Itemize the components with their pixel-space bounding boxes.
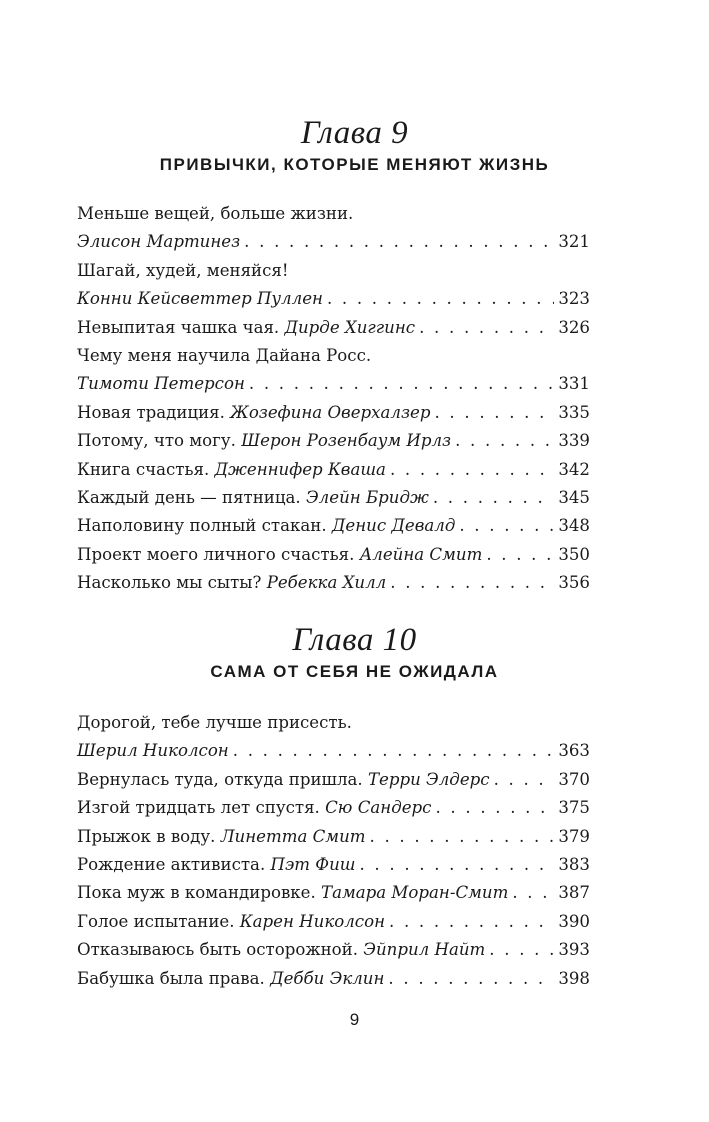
toc-entry-text (77, 427, 451, 455)
toc-entry-text (77, 541, 482, 569)
story-title: Пока муж в командировке. (77, 883, 316, 903)
story-title: Новая традиция. (77, 402, 225, 422)
dot-leader (388, 965, 554, 993)
dot-leader (390, 569, 554, 597)
toc-entry (77, 228, 590, 256)
story-author: Алейна Смит (359, 544, 483, 564)
dot-leader (370, 823, 555, 851)
story-author: Линетта Смит (220, 826, 366, 846)
story-author: Тамара Моран-Смит (321, 883, 509, 903)
story-author: Пэт Фиш (270, 854, 356, 874)
toc-entry (77, 908, 590, 936)
dot-leader (327, 285, 554, 313)
toc-entry-text (77, 569, 386, 597)
toc-entry (77, 257, 590, 285)
story-title: Бабушка была права. (77, 968, 265, 988)
chapter-9-toc (77, 200, 590, 597)
toc-entry (77, 879, 590, 907)
story-title: Вернулась туда, откуда пришла. (77, 769, 363, 789)
page-ref: 387 (558, 883, 590, 903)
toc-entry (77, 399, 590, 427)
chapter-label: Глава 10 (292, 622, 417, 658)
dot-leader (486, 541, 554, 569)
story-author: Элейн Бридж (305, 487, 429, 507)
dot-leader (489, 936, 554, 964)
story-author: Конни Кейсветтер Пуллен (77, 289, 323, 309)
toc-entry-text (77, 285, 323, 313)
dot-leader (434, 399, 554, 427)
story-author: Карен Николсон (239, 911, 386, 931)
page-ref: 339 (558, 431, 590, 451)
story-author: Эйприл Найт (363, 940, 486, 960)
chapter-title: САМА ОТ СЕБЯ НЕ ОЖИДАЛА (210, 662, 499, 681)
toc-entry-text (77, 456, 386, 484)
dot-leader (494, 766, 555, 794)
chapter-title: ПРИВЫЧКИ, КОТОРЫЕ МЕНЯЮТ ЖИЗНЬ (159, 155, 550, 174)
dot-leader (512, 879, 554, 907)
page-ref: 345 (558, 487, 590, 507)
dot-leader (389, 908, 554, 936)
dot-leader (419, 314, 554, 342)
page-number: 9 (349, 1010, 360, 1029)
story-title: Дорогой, тебе лучше присесть. (77, 713, 352, 732)
page-ref: 379 (558, 826, 590, 846)
toc-entry (77, 851, 590, 879)
toc-entry (77, 200, 590, 228)
dot-leader (359, 851, 554, 879)
dot-leader (249, 370, 554, 398)
toc-entry (77, 285, 590, 313)
toc-entry (77, 370, 590, 398)
story-title: Изгой тридцать лет спустя. (77, 798, 320, 818)
dot-leader (435, 794, 554, 822)
page-ref: 356 (558, 573, 590, 593)
story-title: Рождение активиста. (77, 854, 266, 874)
toc-entry-text (77, 342, 371, 370)
toc-entry (77, 314, 590, 342)
story-title: Прыжок в воду. (77, 826, 216, 846)
page-ref: 398 (558, 968, 590, 988)
story-title: Шагай, худей, меняйся! (77, 260, 289, 280)
page-ref: 331 (558, 374, 590, 394)
story-author: Ребекка Хилл (266, 573, 387, 593)
dot-leader (455, 427, 554, 455)
story-author: Жозефина Оверхалзер (230, 402, 431, 422)
toc-entry (77, 823, 590, 851)
toc-entry-text (77, 794, 431, 822)
toc-entry-text (77, 737, 229, 765)
toc-entry-text (77, 370, 245, 398)
page-ref: 375 (558, 798, 590, 818)
toc-entry-text (77, 936, 485, 964)
toc-entry-text (77, 314, 415, 342)
toc-entry-text (77, 512, 455, 540)
chapter-label: Глава 9 (300, 115, 409, 151)
story-author: Денис Девалд (331, 516, 456, 536)
dot-leader (244, 228, 554, 256)
story-author: Сю Сандерс (325, 798, 432, 818)
toc-entry-text (77, 823, 366, 851)
toc-entry (77, 936, 590, 964)
story-title: Наполовину полный стакан. (77, 516, 327, 536)
toc-entry (77, 541, 590, 569)
chapter-10-toc (77, 709, 590, 993)
toc-entry (77, 512, 590, 540)
story-author: Элисон Мартинез (77, 232, 241, 252)
story-title: Голое испытание. (77, 911, 235, 931)
story-author: Терри Элдерс (367, 769, 490, 789)
story-author: Дебби Эклин (270, 968, 385, 988)
toc-entry (77, 709, 590, 737)
page-ref: 363 (558, 741, 590, 761)
toc-entry (77, 794, 590, 822)
page-ref: 342 (558, 459, 590, 479)
story-author: Дирде Хиггинс (284, 317, 416, 337)
story-title: Меньше вещей, больше жизни. (77, 204, 354, 223)
story-author: Шерил Николсон (77, 741, 229, 761)
chapter-10-heading (0, 620, 709, 684)
toc-entry-text (77, 257, 289, 285)
toc-entry-text (77, 851, 355, 879)
story-author: Тимоти Петерсон (77, 374, 245, 394)
toc-entry-text (77, 879, 508, 907)
story-title: Насколько мы сыты? (77, 573, 262, 593)
page-ref: 321 (558, 232, 590, 252)
story-title: Отказываюсь быть осторожной. (77, 940, 358, 960)
toc-entry-text (77, 228, 240, 256)
toc-entry (77, 456, 590, 484)
page-ref: 390 (558, 911, 590, 931)
dot-leader (433, 484, 554, 512)
story-title: Чему меня научила Дайана Росс. (77, 345, 372, 365)
toc-entry-text (77, 908, 385, 936)
toc-entry-text (77, 399, 430, 427)
toc-entry (77, 484, 590, 512)
page-ref: 393 (558, 940, 590, 960)
story-title: Проект моего личного счастья. (77, 544, 355, 564)
page-ref: 335 (558, 402, 590, 422)
page-ref: 383 (558, 854, 590, 874)
toc-entry-text (77, 709, 352, 737)
dot-leader (459, 512, 554, 540)
page-ref: 370 (558, 769, 590, 789)
story-title: Потому, что могу. (77, 431, 236, 451)
toc-entry-text (77, 766, 490, 794)
toc-entry (77, 427, 590, 455)
toc-entry (77, 737, 590, 765)
toc-entry (77, 766, 590, 794)
story-author: Дженнифер Кваша (214, 459, 386, 479)
page-ref: 348 (558, 516, 590, 536)
toc-entry (77, 965, 590, 993)
page-ref: 350 (558, 544, 590, 564)
story-author: Шерон Розенбаум Ирлз (241, 431, 452, 451)
chapter-9-heading (0, 113, 709, 177)
dot-leader (390, 456, 554, 484)
toc-entry (77, 342, 590, 370)
toc-entry-text (77, 484, 429, 512)
toc-entry-text (77, 200, 353, 228)
story-title: Невыпитая чашка чая. (77, 317, 280, 337)
story-title: Каждый день — пятница. (77, 487, 301, 507)
story-title: Книга счастья. (77, 459, 210, 479)
dot-leader (233, 737, 555, 765)
page-ref: 326 (558, 317, 590, 337)
page-ref: 323 (558, 289, 590, 309)
toc-entry-text (77, 965, 384, 993)
toc-entry (77, 569, 590, 597)
